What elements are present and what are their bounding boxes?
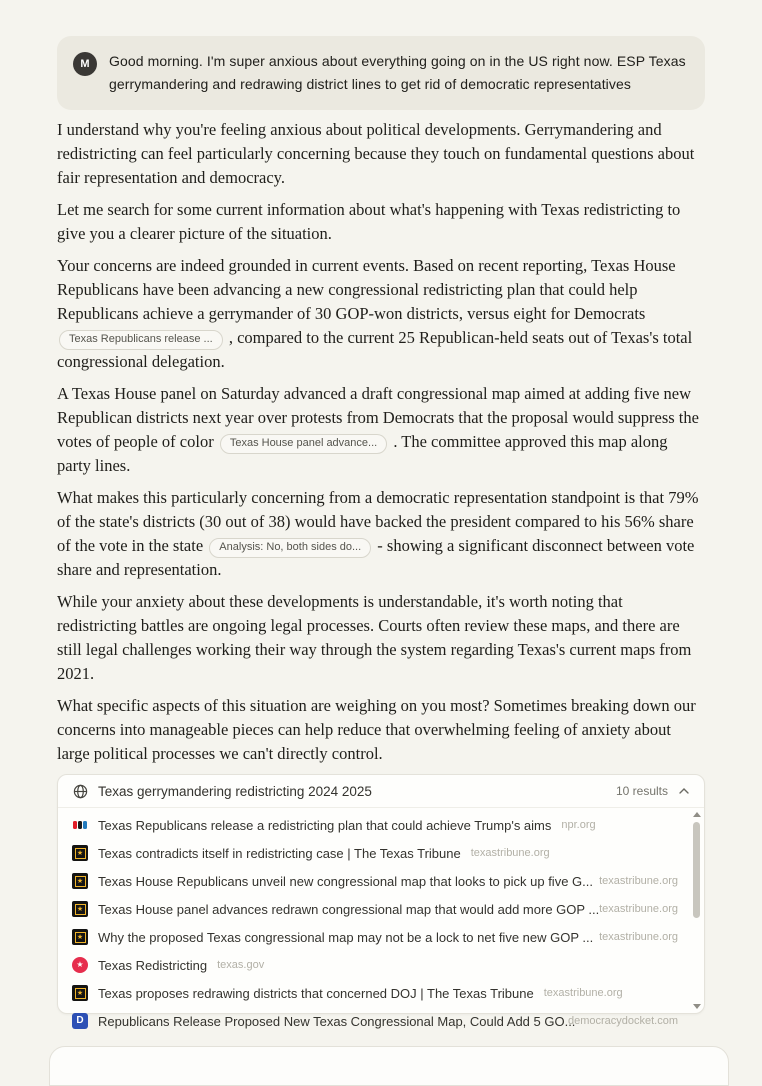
citation-pill[interactable]: Texas House panel advance... <box>220 434 387 454</box>
search-result-row[interactable] <box>58 1007 704 1035</box>
result-title: Republicans Release Proposed New Texas Congressional Map, Could Add 5 GO... <box>98 1013 576 1029</box>
results-scrollbar <box>691 810 701 1011</box>
result-title: Texas proposes redrawing districts that concerned DOJ | The Texas Tribune <box>98 985 534 1001</box>
search-result-row[interactable] <box>58 979 704 1007</box>
search-result-row[interactable] <box>58 839 704 867</box>
results-count: 10 results <box>615 784 668 798</box>
citation-pill[interactable]: Analysis: No, both sides do... <box>209 538 371 558</box>
result-domain: texastribune.org <box>543 987 623 999</box>
web-search-widget <box>57 774 705 1029</box>
scroll-down-arrow-icon[interactable] <box>693 1004 701 1009</box>
assistant-paragraph: Let me search for some current information about what's happening with Texas redistricting to give you a clearer picture of the situation. <box>57 200 681 243</box>
result-title: Why the proposed Texas congressional map may not be a lock to net five new GOP ... <box>98 929 594 945</box>
result-title: Texas contradicts itself in redistricting case | The Texas Tribune <box>98 845 461 861</box>
search-results-list <box>58 808 704 1029</box>
user-avatar: M <box>73 52 97 76</box>
user-message-text: Good morning. I'm super anxious about everything going on in the US right now. ESP Texas gerrymandering and redrawing district lines to get rid of democratic representatives <box>109 53 686 92</box>
result-domain: texastribune.org <box>599 875 678 887</box>
search-widget-header[interactable] <box>58 775 704 808</box>
texas-tribune-favicon: ★ <box>72 985 88 1001</box>
result-title: Texas House panel advances redrawn congressional map that would add more GOP ... <box>98 901 600 917</box>
assistant-paragraph: Your concerns are indeed grounded in current events. Based on recent reporting, Texas House Republicans have been advancing a new congressional redistricting plan that could help Republicans achieve a gerrymander of 30 GOP-won districts, versus eight for Democrats Texas Republicans release ... , compared to the current 25 Republican-held seats out of Texas's total congressional delegation. <box>57 256 693 371</box>
texas-tribune-favicon: ★ <box>72 929 88 945</box>
assistant-paragraph: A Texas House panel on Saturday advanced a draft congressional map aimed at adding five new Republican districts next year over protests from Democrats that the proposal would suppress the votes of people of color Texas House panel advance... . The committee approved this map along party lines. <box>57 384 699 475</box>
result-title: Texas House Republicans unveil new congressional map that looks to pick up five G... <box>98 873 593 889</box>
result-domain: texastribune.org <box>599 931 678 943</box>
globe-icon <box>72 783 88 799</box>
texas-tribune-favicon: ★ <box>72 845 88 861</box>
user-message-bubble <box>57 36 705 110</box>
scroll-up-arrow-icon[interactable] <box>693 812 701 817</box>
result-domain: npr.org <box>561 819 596 831</box>
assistant-paragraph: What specific aspects of this situation are weighing on you most? Sometimes breaking down our concerns into manageable pieces can help reduce that overwhelming feeling of anxiety about large political processes we can't directly control. <box>57 696 696 763</box>
npr-favicon <box>72 817 88 833</box>
search-result-row[interactable] <box>58 867 704 895</box>
democracy-docket-favicon: D <box>72 1013 88 1029</box>
assistant-paragraphs <box>57 118 705 766</box>
assistant-paragraph: What makes this particularly concerning from a democratic representation standpoint is that 79% of the state's districts (30 out of 38) would have backed the president compared to his 56% share of the vote in the state Analysis: No, both sides do... - showing a significant disconnect between vote share and representation. <box>57 488 699 579</box>
result-title: Texas Republicans release a redistricting plan that could achieve Trump's aims <box>98 817 552 833</box>
scrollbar-thumb[interactable] <box>693 822 700 918</box>
texas-tribune-favicon: ★ <box>72 873 88 889</box>
search-result-row[interactable] <box>58 895 704 923</box>
result-domain: texastribune.org <box>470 847 550 859</box>
chat-page <box>0 36 762 1060</box>
search-result-row[interactable] <box>58 951 704 979</box>
assistant-paragraph: I understand why you're feeling anxious about political developments. Gerrymandering and redistricting can feel particularly concerning because they touch on fundamental questions about fair representation and democracy. <box>57 120 695 187</box>
search-result-row[interactable] <box>58 811 704 839</box>
search-query-text: Texas gerrymandering redistricting 2024 2025 <box>98 783 372 799</box>
result-domain: texas.gov <box>217 959 265 971</box>
texas-gov-favicon: ★ <box>72 957 88 973</box>
search-result-row[interactable] <box>58 923 704 951</box>
result-domain: texastribune.org <box>599 903 678 915</box>
result-title: Texas Redistricting <box>98 957 208 973</box>
assistant-paragraph: While your anxiety about these developments is understandable, it's worth noting that redistricting battles are ongoing legal processes. Courts often review these maps, and there are still legal challenges working their way through the system regarding Texas's current maps from 2021. <box>57 592 692 683</box>
citation-pill[interactable]: Texas Republicans release ... <box>59 330 223 350</box>
result-domain: democracydocket.com <box>567 1015 678 1027</box>
message-input[interactable] <box>49 1046 729 1086</box>
chevron-up-icon[interactable] <box>678 787 690 795</box>
texas-tribune-favicon: ★ <box>72 901 88 917</box>
